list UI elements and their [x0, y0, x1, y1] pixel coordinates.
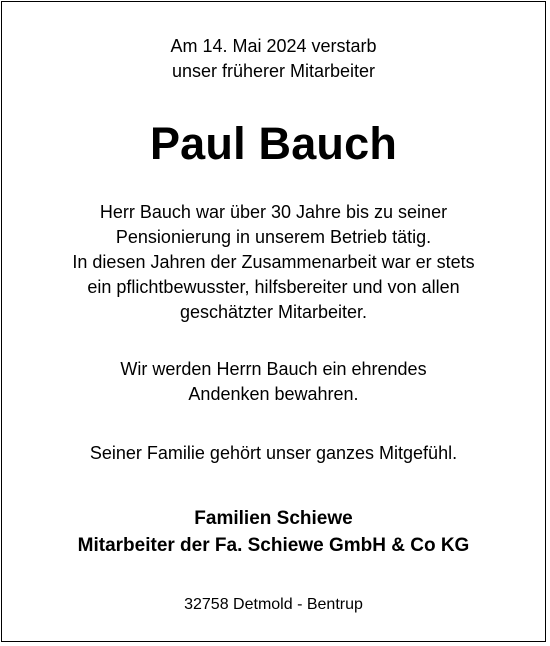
signature-family: Familien Schiewe [194, 508, 353, 529]
deceased-name: Paul Bauch [149, 118, 398, 169]
obituary-notice [1, 1, 546, 642]
memory-line: Andenken bewahren. [188, 384, 359, 404]
tribute-line: In diesen Jahren der Zusammenarbeit war er stets [72, 252, 475, 272]
memory-paragraph [2, 357, 545, 407]
memory-line: Wir werden Herrn Bauch ein ehrendes [120, 359, 427, 379]
intro-text [2, 34, 545, 84]
tribute-line: ein pflichtbewusster, hilfsbereiter und von allen [87, 277, 460, 297]
tribute-paragraph [2, 200, 545, 325]
intro-line-date: Am 14. Mai 2024 verstarb [170, 36, 377, 56]
location-text: 32758 Detmold - Bentrup [184, 596, 363, 613]
signature-block [2, 505, 545, 559]
intro-line-role: unser früherer Mitarbeiter [171, 61, 376, 81]
tribute-line: Pensionierung in unserem Betrieb tätig. [115, 227, 432, 247]
tribute-line: geschätzter Mitarbeiter. [179, 302, 368, 322]
tribute-line: Herr Bauch war über 30 Jahre bis zu seiner [99, 202, 448, 222]
condolence-text: Seiner Familie gehört unser ganzes Mitgefühl. [89, 443, 458, 463]
signature-company: Mitarbeiter der Fa. Schiewe GmbH & Co KG [77, 535, 470, 556]
